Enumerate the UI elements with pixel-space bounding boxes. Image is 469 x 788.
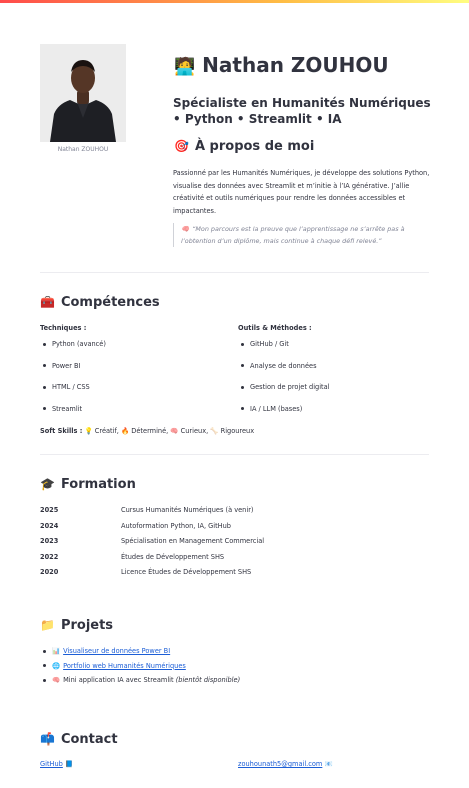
profile-photo bbox=[40, 44, 126, 142]
contact-title: Contact bbox=[60, 732, 118, 747]
contact-heading bbox=[40, 732, 118, 747]
education-title: Formation bbox=[60, 477, 136, 492]
github-contact bbox=[40, 760, 76, 768]
section-divider bbox=[40, 454, 429, 455]
folder-icon: 📁 bbox=[40, 618, 55, 632]
email-link[interactable]: zouhounath5@gmail.com bbox=[238, 760, 323, 768]
target-icon: 🎯 bbox=[174, 139, 189, 153]
education-year: 2020 bbox=[40, 568, 59, 576]
list-item: Power BI bbox=[40, 362, 220, 384]
education-heading bbox=[40, 477, 136, 492]
technologist-icon: 🧑‍💻 bbox=[174, 57, 196, 77]
graduation-cap-icon: 🎓 bbox=[40, 477, 55, 491]
education-year: 2024 bbox=[40, 521, 59, 530]
soft-skills bbox=[40, 427, 254, 435]
name-text: Nathan ZOUHOU bbox=[202, 53, 389, 77]
mailbox-icon: 📫 bbox=[40, 732, 55, 746]
list-item bbox=[40, 676, 420, 691]
page-title bbox=[174, 53, 389, 77]
project-link-powerbi[interactable]: Visualiseur de données Power BI bbox=[63, 647, 171, 655]
brain-icon: 🧠 bbox=[52, 676, 61, 684]
project-text: Mini application IA avec Streamlit bbox=[63, 676, 174, 684]
education-year: 2023 bbox=[40, 537, 59, 545]
about-text: Passionné par les Humanités Numériques, je développe des solutions Python, visualise des données avec Streamlit et m’initie à l’IA générative. J’allie créativité et outils numériques pour rendre les données accessibles et impactantes. bbox=[173, 169, 430, 215]
about-quote bbox=[173, 223, 431, 247]
projects-list bbox=[40, 647, 420, 691]
education-desc: Études de Développement SHS bbox=[121, 552, 225, 561]
skills-heading bbox=[40, 295, 160, 310]
top-decoration-bar bbox=[0, 0, 469, 3]
methods-label: Outils & Méthodes : bbox=[238, 324, 312, 332]
projects-title: Projets bbox=[60, 618, 114, 633]
list-item bbox=[40, 647, 420, 662]
list-item: HTML / CSS bbox=[40, 383, 220, 405]
project-note: (bientôt disponible) bbox=[175, 676, 241, 684]
technical-skills-list bbox=[40, 340, 220, 426]
email-icon: 📧 bbox=[324, 760, 333, 768]
blue-book-icon: 📘 bbox=[64, 760, 74, 768]
profile-subtitle: Spécialiste en Humanités Numériques • Python • Streamlit • IA bbox=[173, 96, 431, 126]
education-year: 2025 bbox=[40, 506, 59, 514]
education-desc: Cursus Humanités Numériques (à venir) bbox=[121, 506, 254, 514]
list-item: Gestion de projet digital bbox=[238, 383, 428, 405]
soft-skills-label: Soft Skills : bbox=[40, 427, 83, 435]
about-heading bbox=[174, 139, 314, 154]
bar-chart-icon: 📊 bbox=[52, 647, 61, 655]
email-contact bbox=[238, 760, 336, 768]
methods-skills-list bbox=[238, 340, 428, 426]
list-item: Streamlit bbox=[40, 405, 220, 427]
list-item bbox=[40, 662, 420, 677]
education-desc: Autoformation Python, IA, GitHub bbox=[121, 521, 231, 530]
skills-title: Compétences bbox=[60, 295, 160, 310]
education-year: 2022 bbox=[40, 552, 59, 561]
list-item: GitHub / Git bbox=[238, 340, 428, 362]
github-link[interactable]: GitHub bbox=[40, 760, 63, 768]
projects-heading bbox=[40, 618, 113, 633]
section-divider bbox=[40, 272, 429, 273]
education-desc: Licence Études de Développement SHS bbox=[121, 568, 252, 576]
list-item: IA / LLM (bases) bbox=[238, 405, 428, 427]
person-portrait-icon bbox=[40, 44, 126, 142]
list-item: Python (avancé) bbox=[40, 340, 220, 362]
education-desc: Spécialisation en Management Commercial bbox=[121, 537, 265, 545]
globe-icon: 🌐 bbox=[52, 661, 61, 670]
photo-caption: Nathan ZOUHOU bbox=[57, 146, 109, 153]
project-link-portfolio[interactable]: Portfolio web Humanités Numériques bbox=[63, 661, 186, 670]
technical-label: Techniques : bbox=[40, 324, 87, 332]
soft-skills-values: 💡 Créatif, 🔥 Déterminé, 🧠 Curieux, 🦴 Rigoureux bbox=[84, 427, 255, 435]
quote-text: “Mon parcours est la preuve que l’apprentissage ne s’arrête pas à l’obtention d’un diplôme, mais continue à chaque défi relevé.” bbox=[181, 225, 405, 245]
about-title: À propos de moi bbox=[194, 139, 315, 154]
brain-icon: 🧠 bbox=[181, 225, 190, 233]
toolbox-icon: 🧰 bbox=[40, 295, 55, 309]
list-item: Analyse de données bbox=[238, 362, 428, 384]
